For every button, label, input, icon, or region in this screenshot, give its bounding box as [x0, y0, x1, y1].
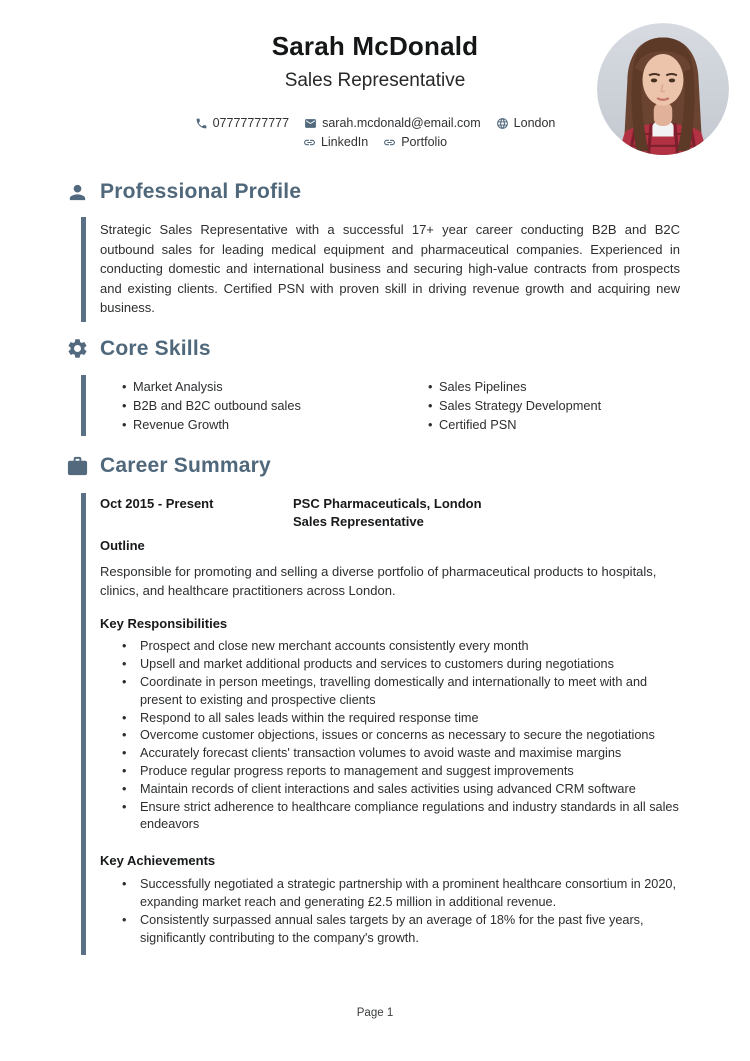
email-address: sarah.mcdonald@email.com: [322, 116, 481, 130]
link-icon: [383, 136, 396, 149]
email-contact[interactable]: [304, 114, 481, 133]
job-company-role: [293, 495, 482, 530]
page-number: Page 1: [356, 1007, 394, 1019]
location-contact: [496, 114, 556, 133]
phone-icon: [195, 117, 208, 130]
linkedin-link[interactable]: [303, 133, 368, 152]
responsibility-item: • Upsell and market additional products and services to customers during negotiations: [100, 656, 680, 674]
gear-icon: [66, 337, 89, 360]
briefcase-icon: [66, 455, 89, 478]
responsibility-item: • Accurately forecast clients' transaction volumes to avoid waste and maximise margins: [100, 745, 680, 763]
skill-item: • Sales Strategy Development: [428, 396, 601, 415]
responsibility-item: • Respond to all sales leads within the required response time: [100, 710, 680, 728]
responsibility-item: • Produce regular progress reports to management and suggest improvements: [100, 763, 680, 781]
portfolio-label: Portfolio: [401, 135, 448, 149]
job-role: Sales Representative: [293, 513, 424, 529]
responsibility-item: • Ensure strict adherence to healthcare compliance regulations and industry standards in all sales endeavors: [100, 799, 680, 835]
profile-summary-block: [81, 217, 680, 322]
core-skills-block: [81, 375, 680, 437]
candidate-name: Sarah McDonald: [271, 31, 479, 61]
achievements-list: [100, 875, 680, 947]
profile-photo: [597, 23, 729, 155]
professional-profile-section: [0, 178, 750, 322]
globe-icon: [496, 117, 509, 130]
responsibility-item: • Coordinate in person meetings, travelling domestically and internationally to meet with and present to existing and prospective clients: [100, 674, 680, 710]
person-icon: [66, 181, 89, 204]
outline-text: Responsible for promoting and selling a diverse portfolio of pharmaceutical products to hospitals, clinics, and healthcare practitioners across London.: [100, 564, 657, 599]
job-header: [100, 495, 680, 530]
responsibilities-heading: Key Responsibilities: [100, 616, 228, 632]
candidate-job-title: Sales Representative: [284, 70, 466, 91]
core-skills-section: [0, 335, 750, 437]
link-icon: [303, 136, 316, 149]
envelope-icon: [304, 117, 317, 130]
professional-profile-heading: [66, 178, 750, 206]
skill-item: • Sales Pipelines: [428, 377, 601, 396]
core-skills-heading: [66, 335, 750, 363]
profile-summary-text: Strategic Sales Representative with a successful 17+ year career conducting B2B and B2C outbound sales for leading medical equipment and pharmaceutical companies. Experienced in conducting domestic and international business and securing high-value contracts from prospects and existing clients. Certified PSN with proven skill in driving revenue growth and acquiring new business.: [100, 222, 680, 315]
responsibility-item: • Overcome customer objections, issues or concerns as necessary to secure the negotiations: [100, 727, 680, 745]
achievement-item: • Successfully negotiated a strategic partnership with a prominent healthcare consortium in 2020, expanding market reach and generating £2.5 million in additional revenue.: [100, 875, 680, 911]
phone-number: 07777777777: [212, 116, 290, 130]
skills-column-2: [428, 377, 601, 435]
achievements-heading: Key Achievements: [100, 853, 216, 869]
linkedin-label: LinkedIn: [320, 135, 369, 149]
skill-item: • Certified PSN: [428, 415, 601, 434]
phone-contact: [195, 114, 289, 133]
job-entry: [81, 493, 680, 955]
location-text: London: [513, 116, 556, 130]
outline-heading: Outline: [100, 538, 145, 554]
skill-item: • Revenue Growth: [122, 415, 428, 434]
section-title: Professional Profile: [100, 180, 302, 203]
portfolio-link[interactable]: [383, 133, 447, 152]
skill-item: • B2B and B2C outbound sales: [122, 396, 428, 415]
responsibilities-list: [100, 638, 680, 834]
section-title: Career Summary: [100, 454, 271, 478]
profile-photo-illustration: [597, 23, 729, 155]
skill-item: • Market Analysis: [122, 377, 428, 396]
job-dates: Oct 2015 - Present: [100, 496, 214, 512]
career-summary-section: [0, 452, 750, 955]
responsibility-item: • Prospect and close new merchant accounts consistently every month: [100, 638, 680, 656]
career-summary-heading: [66, 452, 750, 480]
section-title: Core Skills: [100, 336, 211, 360]
achievement-item: • Consistently surpassed annual sales targets by an average of 18% for the past five years, significantly contributing to the company's growth.: [100, 911, 680, 947]
responsibility-item: • Maintain records of client interactions and sales activities using advanced CRM software: [100, 781, 680, 799]
skills-column-1: [122, 377, 428, 435]
job-company: PSC Pharmaceuticals, London: [293, 496, 482, 512]
